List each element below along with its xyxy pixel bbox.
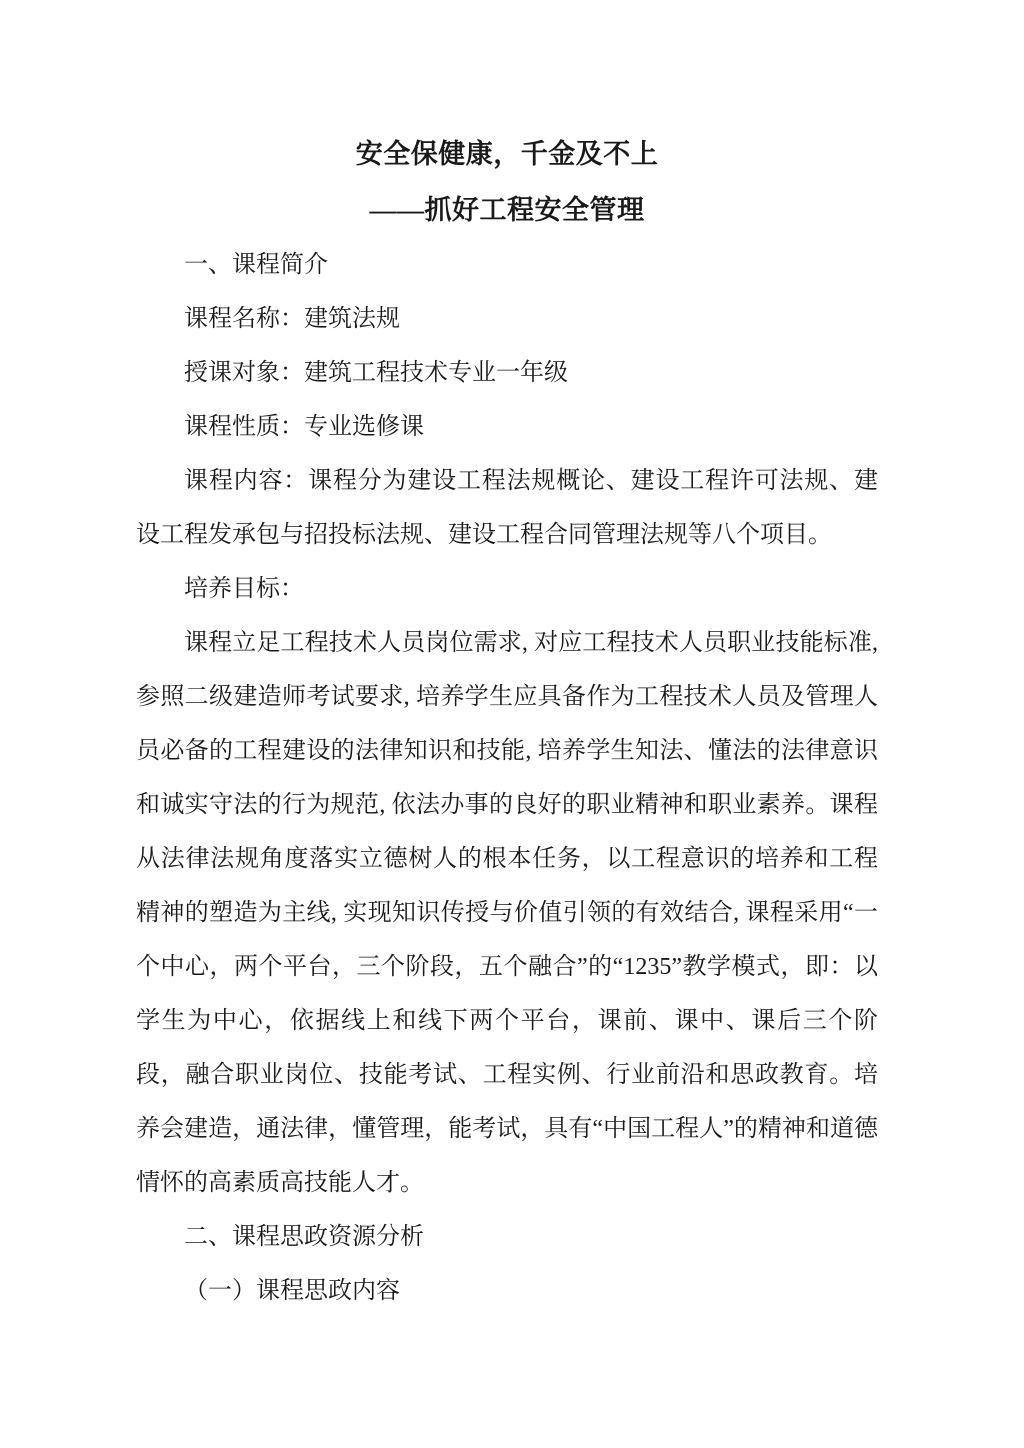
document-content [136,126,878,1318]
paragraph: 授课对象：建筑工程技术专业一年级 [184,360,568,386]
paragraph: 培养目标： [184,576,304,602]
paragraph: 二、课程思政资源分析 [184,1224,424,1250]
document-subtitle: ——抓好工程安全管理 [369,195,645,225]
document-title: 安全保健康，千金及不上 [355,139,659,169]
paragraph: 一、课程简介 [184,252,328,278]
paragraph: 课程立足工程技术人员岗位需求, 对应工程技术人员职业技能标准, 参照二级建造师考试要求, 培养学生应具备作为工程技术人员及管理人员必备的工程建设的法律知识和技能, 培养学生知法、懂法的法律意识和诚实守法的行为规范, 依法办事的良好的职业精神和职业素养。课程从法律法规角度落实立德树人的根本任务，以工程意识的培养和工程精神的塑造为主线, 实现知识传授与价值引领的有效结合, 课程采用“一个中心，两个平台，三个阶段，五个融合”的“1235”教学模式，即：以学生为中心，依据线上和线下两个平台，课前、课中、课后三个阶段，融合职业岗位、技能考试、工程实例、行业前沿和思政教育。培养会建造，通法律，懂管理，能考试，具有“中国工程人”的精神和道德情怀的高素质高技能人才。 [136,630,878,1196]
paragraph: 课程名称：建筑法规 [184,306,400,332]
paragraph: （一）课程思政内容 [184,1278,400,1304]
document-body [136,238,878,1318]
paragraph: 课程性质：专业选修课 [184,414,424,440]
paragraph: 课程内容：课程分为建设工程法规概论、建设工程许可法规、建设工程发承包与招投标法规、建设工程合同管理法规等八个项目。 [136,468,878,548]
